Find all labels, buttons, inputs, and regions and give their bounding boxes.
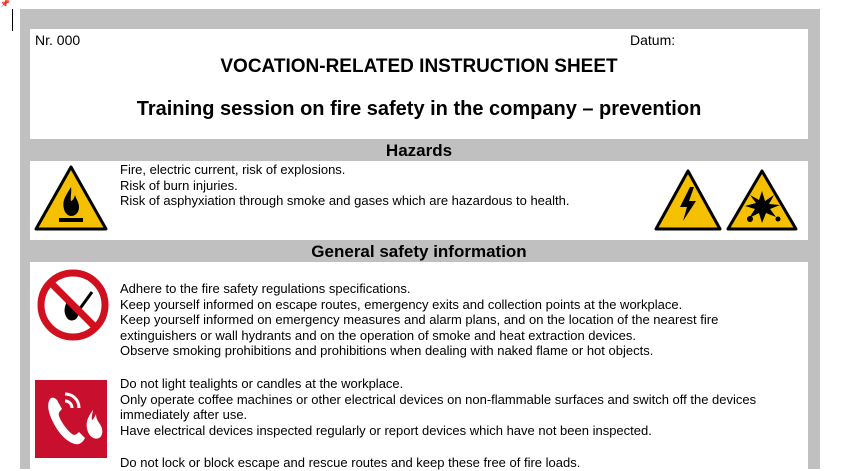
date-label: Datum: bbox=[630, 32, 676, 48]
safety-line: immediately after use. bbox=[120, 407, 248, 422]
safety-line: Observe smoking prohibitions and prohibitions when dealing with naked flame or hot objects. bbox=[120, 343, 654, 358]
general-safety-block-2 bbox=[120, 376, 756, 438]
safety-line: Only operate coffee machines or other electrical devices on non-flammable surfaces and switch off the devices bbox=[120, 391, 757, 407]
general-safety-section bbox=[30, 262, 808, 469]
hazard-line: Risk of asphyxiation through smoke and gases which are hazardous to health. bbox=[120, 193, 570, 208]
hazard-line: Risk of burn injuries. bbox=[120, 177, 238, 193]
fire-emergency-telephone-icon bbox=[35, 380, 107, 458]
safety-line: Adhere to the fire safety regulations specifications. bbox=[120, 281, 411, 296]
general-safety-block-1 bbox=[120, 281, 718, 359]
text-cursor bbox=[12, 9, 13, 31]
no-open-flame-prohibition-icon bbox=[36, 268, 110, 342]
safety-line: extinguishers or wall hydrants and on the operation of smoke and heat extraction devices. bbox=[120, 327, 636, 343]
safety-line: Have electrical devices inspected regularly or report devices which have not been inspected. bbox=[120, 422, 652, 438]
electric-voltage-warning-icon bbox=[654, 169, 722, 231]
general-safety-block-3 bbox=[120, 455, 580, 471]
safety-line: Do not light tealights or candles at the workplace. bbox=[120, 376, 404, 391]
hazards-section bbox=[30, 161, 808, 240]
flammable-warning-icon bbox=[34, 165, 108, 231]
header-section bbox=[30, 29, 808, 139]
anchor-mark: 📌 bbox=[0, 0, 10, 8]
hazard-line: Fire, electric current, risk of explosions. bbox=[120, 162, 346, 177]
general-safety-heading: General safety information bbox=[311, 242, 527, 261]
hazards-heading: Hazards bbox=[385, 141, 453, 160]
explosive-warning-icon bbox=[726, 169, 798, 231]
safety-line: Keep yourself informed on escape routes, emergency exits and collection points at the workplace. bbox=[120, 296, 683, 312]
safety-line: Do not lock or block escape and rescue routes and keep these free of fire loads. bbox=[120, 455, 581, 470]
document-number: Nr. 000 bbox=[35, 32, 81, 48]
hazards-list bbox=[120, 162, 569, 209]
document-subtitle: Training session on fire safety in the company – prevention bbox=[136, 98, 702, 120]
safety-line: Keep yourself informed on emergency measures and alarm plans, and on the location of the nearest fire bbox=[120, 312, 719, 327]
document-title: VOCATION-RELATED INSTRUCTION SHEET bbox=[220, 56, 618, 77]
